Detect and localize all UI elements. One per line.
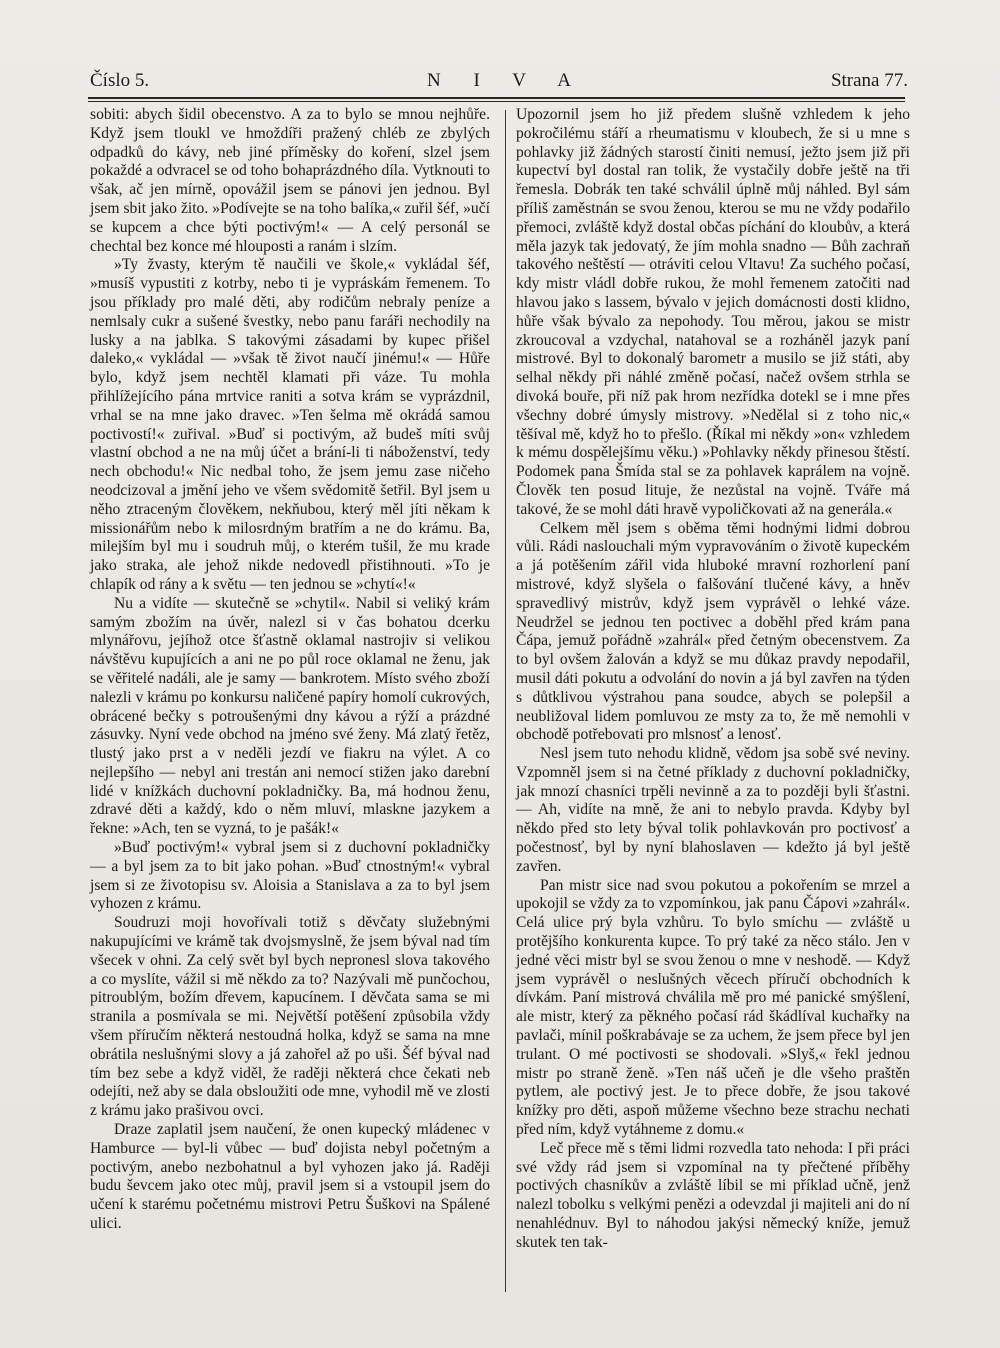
paragraph: »Ty žvasty, kterým tě naučili ve škole,« vykládal šéf, »musíš vypustiti z kotrby, nebo ti je vypráskám řemenem. To jsou příklady pro malé děti, aby rodičům nebraly peníze a nemlsaly cukr a sušené švestky, nebo panu faráři nechodily na lusky a na jablka. S takovými zásadami by kupec přišel daleko,« vykládal — »však tě život naučí jinému!« — Hůře bylo, když jsem nechtěl klamati při váze. Tu mohla přihlížejícího pána mrtvice raniti a sotva krám se vyprázdnil, vrhal se na mne jako dravec. »Ten šelma mě okrádá samou poctivostí!« zuřival. »Buď si poctivým, až budeš míti svůj vlastní obchod a ne na můj účet a brání-li ti náboženství, tedy nech obchodu!« Nic nedbal toho, že jsem jemu zase ničeho neodcizoval a jmění jeho ve všem svědomitě šetřil. Byl jsem u něho ztraceným člověkem, nekňubou, který měl jíti někam k missionářům nebo k milosrdným bratřím a ne do krámu. Ba, milejším byl mu i soudruh můj, o kterém tušil, že mu krade jako straka, ale jehož nikde nedovedl přistihnouti. »To je chlapík od rány a k světu — ten jednou se »chytí«!« (90, 256, 490, 593)
magazine-title: N I V A (426, 70, 585, 91)
paragraph: Celkem měl jsem s oběma těmi hodnými lidmi dobrou vůli. Rádi naslouchali mým vypravováním o životě kupeckém a já potěšením zářil vida hluboké mravní rozhorlení paní mistrové, když slyšela o falšování tlučené kávy, a hněv spravedlivý mistrův, když jsem vyprávěl o lehké váze. Neudržel se jednou ten poctivec a doběhl před krám pana Čápa, jemuž pořádně »zahrál« před četným obecenstvem. Za to byl ovšem žalován a když se mu důkaz pravdy nepodařil, musil dáti pokutu a odvolání do novin a já byl zavřen na týden s důtklivou výstrahou pana soudce, abych se polepšil a neubližoval lidem pomluvou ze msty za to, že mě nemohli v obchodě potřebovati pro mlsnosť a lenosť. (516, 519, 910, 744)
paragraph: Nesl jsem tuto nehodu klidně, vědom jsa sobě své neviny. Vzpomněl jsem si na četné příklady z duchovní pokladničky, jak mnozí chasníci trpěli nevinně a za to později byli šťastni. — Ah, vidíte na mně, že ani to nebylo pravda. Kdyby byl někdo před sto lety býval tolik pohlavkován pro poctivosť a počestnosť, byl by nyní blahoslaven — kdežto já byl ještě zavřen. (516, 745, 910, 875)
column-divider (505, 110, 506, 1292)
right-column (516, 106, 910, 1253)
paragraph: Soudruzi moji hovořívali totiž s děvčaty služebnými nakupujícími ve krámě tak dvojsmyslně, že jsem býval nad tím všecek v ohni. Za celý svět byl bych nepronesl slova takového a co myslíte, vážil si mě někdo za to? Nazývali mě punčochou, pitroublým, božím dřevem, kapucínem. I děvčata sama se mi stranila a posmívala se mi. Největší potěšení způsobila vždy všem příručím některá nestoudná holka, když se sama na mne obrátila neslušnými slovy a já zahořel až po uši. Šéf býval nad tím bez sebe a když viděl, že raději některá chce čekati neb odejíti, než aby se dala obsloužiti ode mne, vyhodil mě ve zlosti z krámu jako prašivou ovci. (90, 914, 490, 1120)
header-rule-thin (88, 101, 905, 102)
paragraph: Leč přece mě s těmi lidmi rozvedla tato nehoda: I při práci své vždy rád jsem si vzpomínal na ty přečtené příběhy poctivých chasníkův a zvláště líbil se mi příklad učně, jenž nalezl tobolku s velkými penězi a odevzdal ji majiteli ani do ní nenahlédnuv. Byl to náhodou jakýsi německý kníže, jemuž skutek ten tak- (516, 1139, 910, 1251)
paragraph: Nu a vidíte — skutečně se »chytil«. Nabil si veliký krám samým zbožím na úvěr, nalezl si v čas bohatou dcerku mlynářovu, jejíhož otce šťastně oklamal nastrojiv si velikou návštěvu kupujících a ani ne po půl roce oklamal ne ženu, jak se věřitelé nadáli, ale je samy — bankrotem. Místo svého zboží nalezli v krámu po konkursu naličené papíry homolí cukrových, obrácené bečky s potroušenými dny kávou a rýží a prázdné zásuvky. Nyní vede obchod na jméno své ženy. Má zlatý řetěz, tlustý jako prst a v neděli jezdí ve fiakru na výlet. A co nejlepšího — nebyl ani trestán ani nemocí stižen jako darební lidé v knížkách duchovní pokladničky. Ba, má hodnou ženu, zdravé děti a každý, kdo o něm mluví, mlaskne jazykem a řekne: »Ach, ten se vyzná, to je pašák!« (90, 594, 490, 838)
header-rule (88, 97, 905, 99)
paragraph: Pan mistr sice nad svou pokutou a pokořením se mrzel a upokojil se vždy za to vzpomínkou, jak panu Čápovi »zahrál«. Celá ulice prý byla vzhůru. To bylo smíchu — zvláště u protějšího konkurenta kupce. To prý také za něco stálo. Jen v jedné věci mistr byl se svou ženou o mne v neshodě. — Když jsem vyprávěl o neslušných věcech příručí obchodních k dívkám. Paní mistrová chválila mě pro mé panické smýšlení, ale mistr, který za pěkného počasí rád škádlíval kuchařky na pavlači, mínil poškrabávaje se za uchem, že jsem přece byl jen trulant. O mé poctivosti se shodovali. »Slyš,« řekl jednou mistr po straně ženě. »Ten náš učeň je dle všeho praštěn pytlem, ale poctivý jest. Je to přece dobře, že jsou takové knížky pro děti, aspoň můžeme všechno beze strachu nechati před ním, když vytáhneme z domu.« (516, 876, 910, 1139)
page-number: Strana 77. (830, 70, 908, 91)
issue-number: Číslo 5. (90, 70, 150, 91)
paragraph: Draze zaplatil jsem naučení, že onen kupecký mládenec v Hamburce — byl-li vůbec — buď dojista nebyl početným a poctivým, anebo nezbohatnul a byl vyhozen jako já. Raději budu ševcem jako otec můj, pravil jsem si a vstoupil jsem do učení k starému početnému mistrovi Petru Šuškovi na Spálené ulici. (90, 1121, 490, 1233)
page-header (90, 70, 908, 96)
paragraph: »Buď poctivým!« vybral jsem si z duchovní pokladničky — a byl jsem za to bit jako pohan. »Buď ctnostným!« vybral jsem si ze životopisu sv. Aloisia a Stanislava a za to byl jsem vyhozen z krámu. (90, 839, 490, 913)
paragraph: Upozornil jsem ho již předem slušně vzhledem k jeho pokročilému stáří a rheumatismu v kloubech, že si u mne s pohlavky již žádných starostí činiti nemusí, ježto jsem již při kupectví byl dostal ran tolik, že vystačily dobře ještě na tři řemesla. Dobrák ten také schválil úplně můj náhled. Byl sám příliš zaměstnán se svou ženou, kterou se mu ne vždy podařilo přemoci, zvláště když dostal občas píchání do kloubův, a která měla jazyk tak jedovatý, že jím mohla snadno — Bůh zachraň takového neštěstí — otráviti celou Vltavu! Za suchého počasí, kdy mistr vládl dobře rukou, že mohl řemenem zatočiti nad hlavou jako s lassem, bývalo v jejich domácnosti dosti klidno, hůře však bývalo za nepohody. Tou měrou, jakou se mistr zkroucoval a vzdychal, natahoval se a rozháněl jazyk paní mistrové. Byl to dokonalý barometr a musilo se již státi, aby selhal někdy při náhlé změně počasí, načež ovšem strhla se divoká bouře, při níž pak hrom nezřídka dotekl se i mne přes všechny dobré úmysly mistrovy. »Nedělal si z toho nic,« těšíval mě, když ho to přešlo. (Říkal mi někdy »on« vzhledem k mému dospělejšímu věku.) »Pohlavky někdy přinesou štěstí. Podomek pana Šmída stal se za pohlavek kaprálem na vojně. Člověk ten posud lituje, že nezůstal na vojně. Tváře má takové, že se mohl dáti hravě vypoličkovati až na generála.« (516, 106, 910, 518)
paragraph: sobiti: abych šidil obecenstvo. A za to bylo se mnou nejhůře. Když jsem tloukl ve hmoždíři pražený chléb ze zbylých odpadků do kávy, neb jiné příměsky do koření, slzel jsem pokaždé a odvracel se od toho bohaprázdného díla. Vytknouti to však, ač jen mírně, opovážil jsem se pánovi jen jednou. Byl jsem sbit jako žito. »Podívejte se na toho balíka,« zuřil šéf, »učí se kupcem a chce býti poctivým!« — A celý personál se chechtal bez konce mé hlouposti a ranám i slzím. (90, 106, 490, 255)
left-column (90, 106, 490, 1234)
